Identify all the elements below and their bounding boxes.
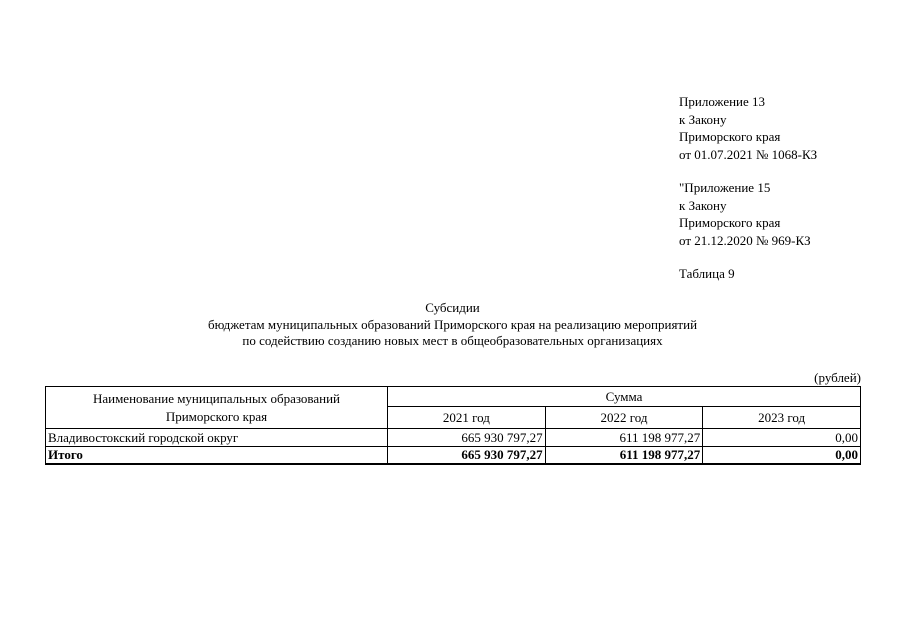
appendix-13-block <box>679 93 817 163</box>
table-row <box>46 429 861 447</box>
title-line-1: Субсидии <box>425 300 480 315</box>
total-2022-cell: 611 198 977,27 <box>545 447 703 465</box>
appendix-13-line: Приморского края <box>679 129 781 144</box>
table-header-row <box>46 387 861 407</box>
municipality-header-line-2: Приморского края <box>165 408 268 424</box>
appendix-15-line: "Приложение 15 <box>679 180 771 195</box>
municipality-header-line-1: Наименование муниципальных образований <box>92 390 341 406</box>
table-number: Таблица 9 <box>679 266 735 281</box>
title-line-3: по содействию созданию новых мест в общеобразовательных организациях <box>242 333 663 348</box>
appendix-15-line: Приморского края <box>679 215 781 230</box>
total-2023-cell: 0,00 <box>703 447 861 465</box>
appendix-15-line: от 21.12.2020 № 969-КЗ <box>679 232 811 248</box>
appendix-13-line: от 01.07.2021 № 1068-КЗ <box>679 146 818 162</box>
total-2021-cell: 665 930 797,27 <box>388 447 546 465</box>
municipality-column-header <box>46 387 388 429</box>
year-2021-header: 2021 год <box>388 407 546 429</box>
subsidies-table <box>45 386 861 465</box>
total-label-cell: Итого <box>46 447 388 465</box>
appendix-13-line: Приложение 13 <box>679 94 766 109</box>
amount-2022-cell: 611 198 977,27 <box>545 429 703 447</box>
document-title <box>0 300 905 350</box>
appendix-13-line: к Закону <box>679 111 727 127</box>
appendix-15-line: к Закону <box>679 197 727 213</box>
appendix-15-block <box>679 179 811 249</box>
title-line-2: бюджетам муниципальных образований Приморского края на реализацию мероприятий <box>207 316 698 332</box>
total-row <box>46 447 861 465</box>
year-2022-header: 2022 год <box>545 407 703 429</box>
amount-2021-cell: 665 930 797,27 <box>388 429 546 447</box>
amount-2023-cell: 0,00 <box>703 429 861 447</box>
units-label: (рублей) <box>814 370 861 385</box>
year-2023-header: 2023 год <box>703 407 861 429</box>
municipality-name-cell: Владивостокский городской округ <box>46 429 388 447</box>
sum-column-header: Сумма <box>388 387 861 407</box>
